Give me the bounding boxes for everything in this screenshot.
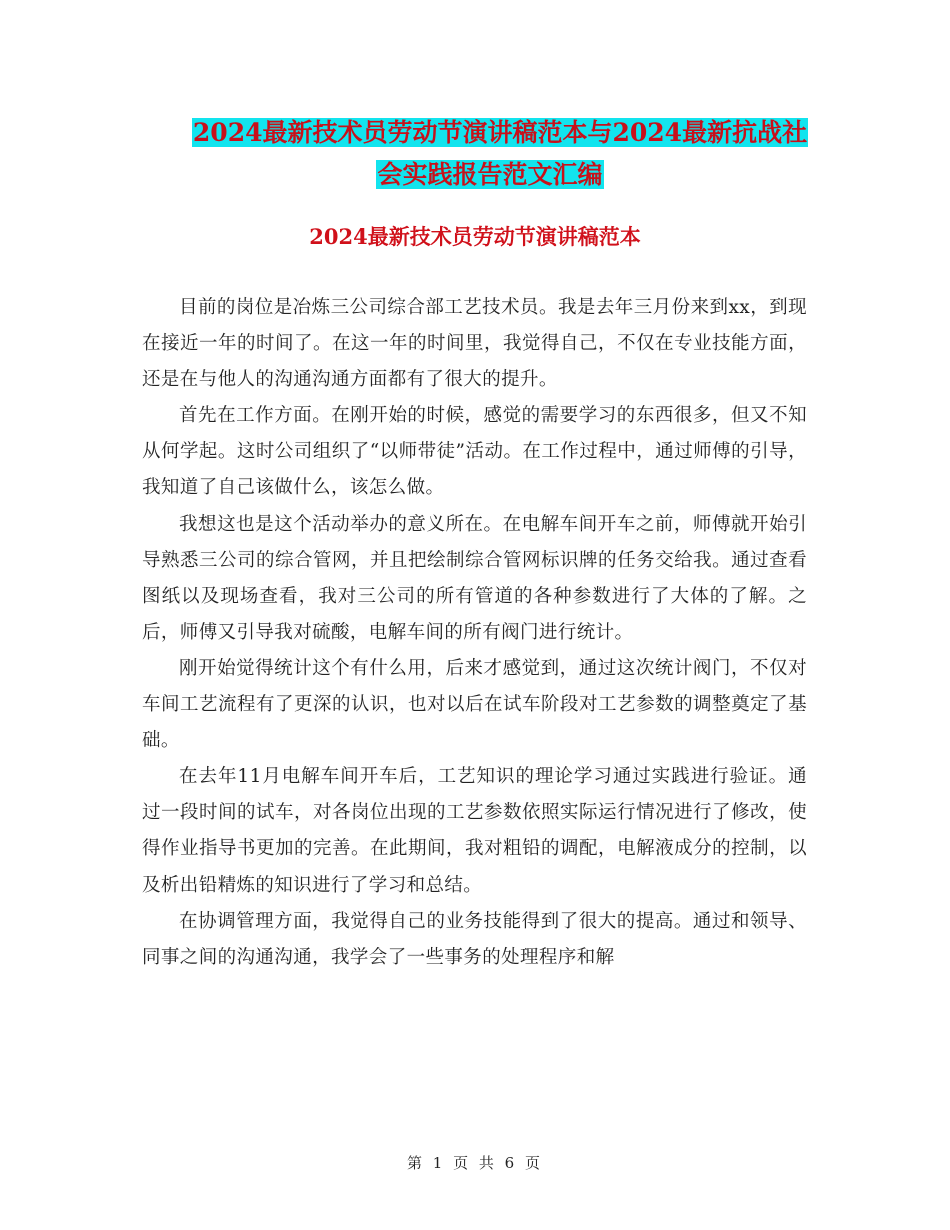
paragraph: 在去年11月电解车间开车后，工艺知识的理论学习通过实践进行验证。通过一段时间的试车，对各岗位出现的工艺参数依照实际运行情况进行了修改，使得作业指导书更加的完善。在此期间，我对粗铅的调配，电解液成分的控制，以及析出铅精炼的知识进行了学习和总结。 xyxy=(142,766,807,896)
paragraph: 在协调管理方面，我觉得自己的业务技能得到了很大的提高。通过和领导、同事之间的沟通沟通，我学会了一些事务的处理程序和解 xyxy=(142,910,807,968)
page-footer: 第 1 页 共 6 页 xyxy=(407,1154,543,1172)
body-text xyxy=(142,290,807,976)
paragraph: 首先在工作方面。在刚开始的时候，感觉的需要学习的东西很多，但又不知从何学起。这时公司组织了“以师带徒”活动。在工作过程中，通过师傅的引导，我知道了自己该做什么，该怎么做。 xyxy=(142,405,807,499)
document-title-line-1 xyxy=(150,111,850,155)
document-title-line-2-text: 会实践报告范文汇编 xyxy=(377,160,603,189)
paragraph: 我想这也是这个活动举办的意义所在。在电解车间开车之前，师傅就开始引导熟悉三公司的综合管网，并且把绘制综合管网标识牌的任务交给我。通过查看图纸以及现场查看，我对三公司的所有管道的各种参数进行了大体的了解。之后，师傅又引导我对硫酸，电解车间的所有阀门进行统计。 xyxy=(142,513,807,643)
paragraph: 目前的岗位是冶炼三公司综合部工艺技术员。我是去年三月份来到xx，到现在接近一年的时间了。在这一年的时间里，我觉得自己，不仅在专业技能方面，还是在与他人的沟通沟通方面都有了很大的提升。 xyxy=(142,297,807,391)
document-title-line-2 xyxy=(140,153,840,197)
section-title: 2024最新技术员劳动节演讲稿范本 xyxy=(309,224,641,249)
document-title-line-1-text: 2024最新技术员劳动节演讲稿范本与2024最新抗战社 xyxy=(192,118,808,147)
paragraph: 刚开始觉得统计这个有什么用，后来才感觉到，通过这次统计阀门，不仅对车间工艺流程有了更深的认识，也对以后在试车阶段对工艺参数的调整奠定了基础。 xyxy=(142,657,807,752)
